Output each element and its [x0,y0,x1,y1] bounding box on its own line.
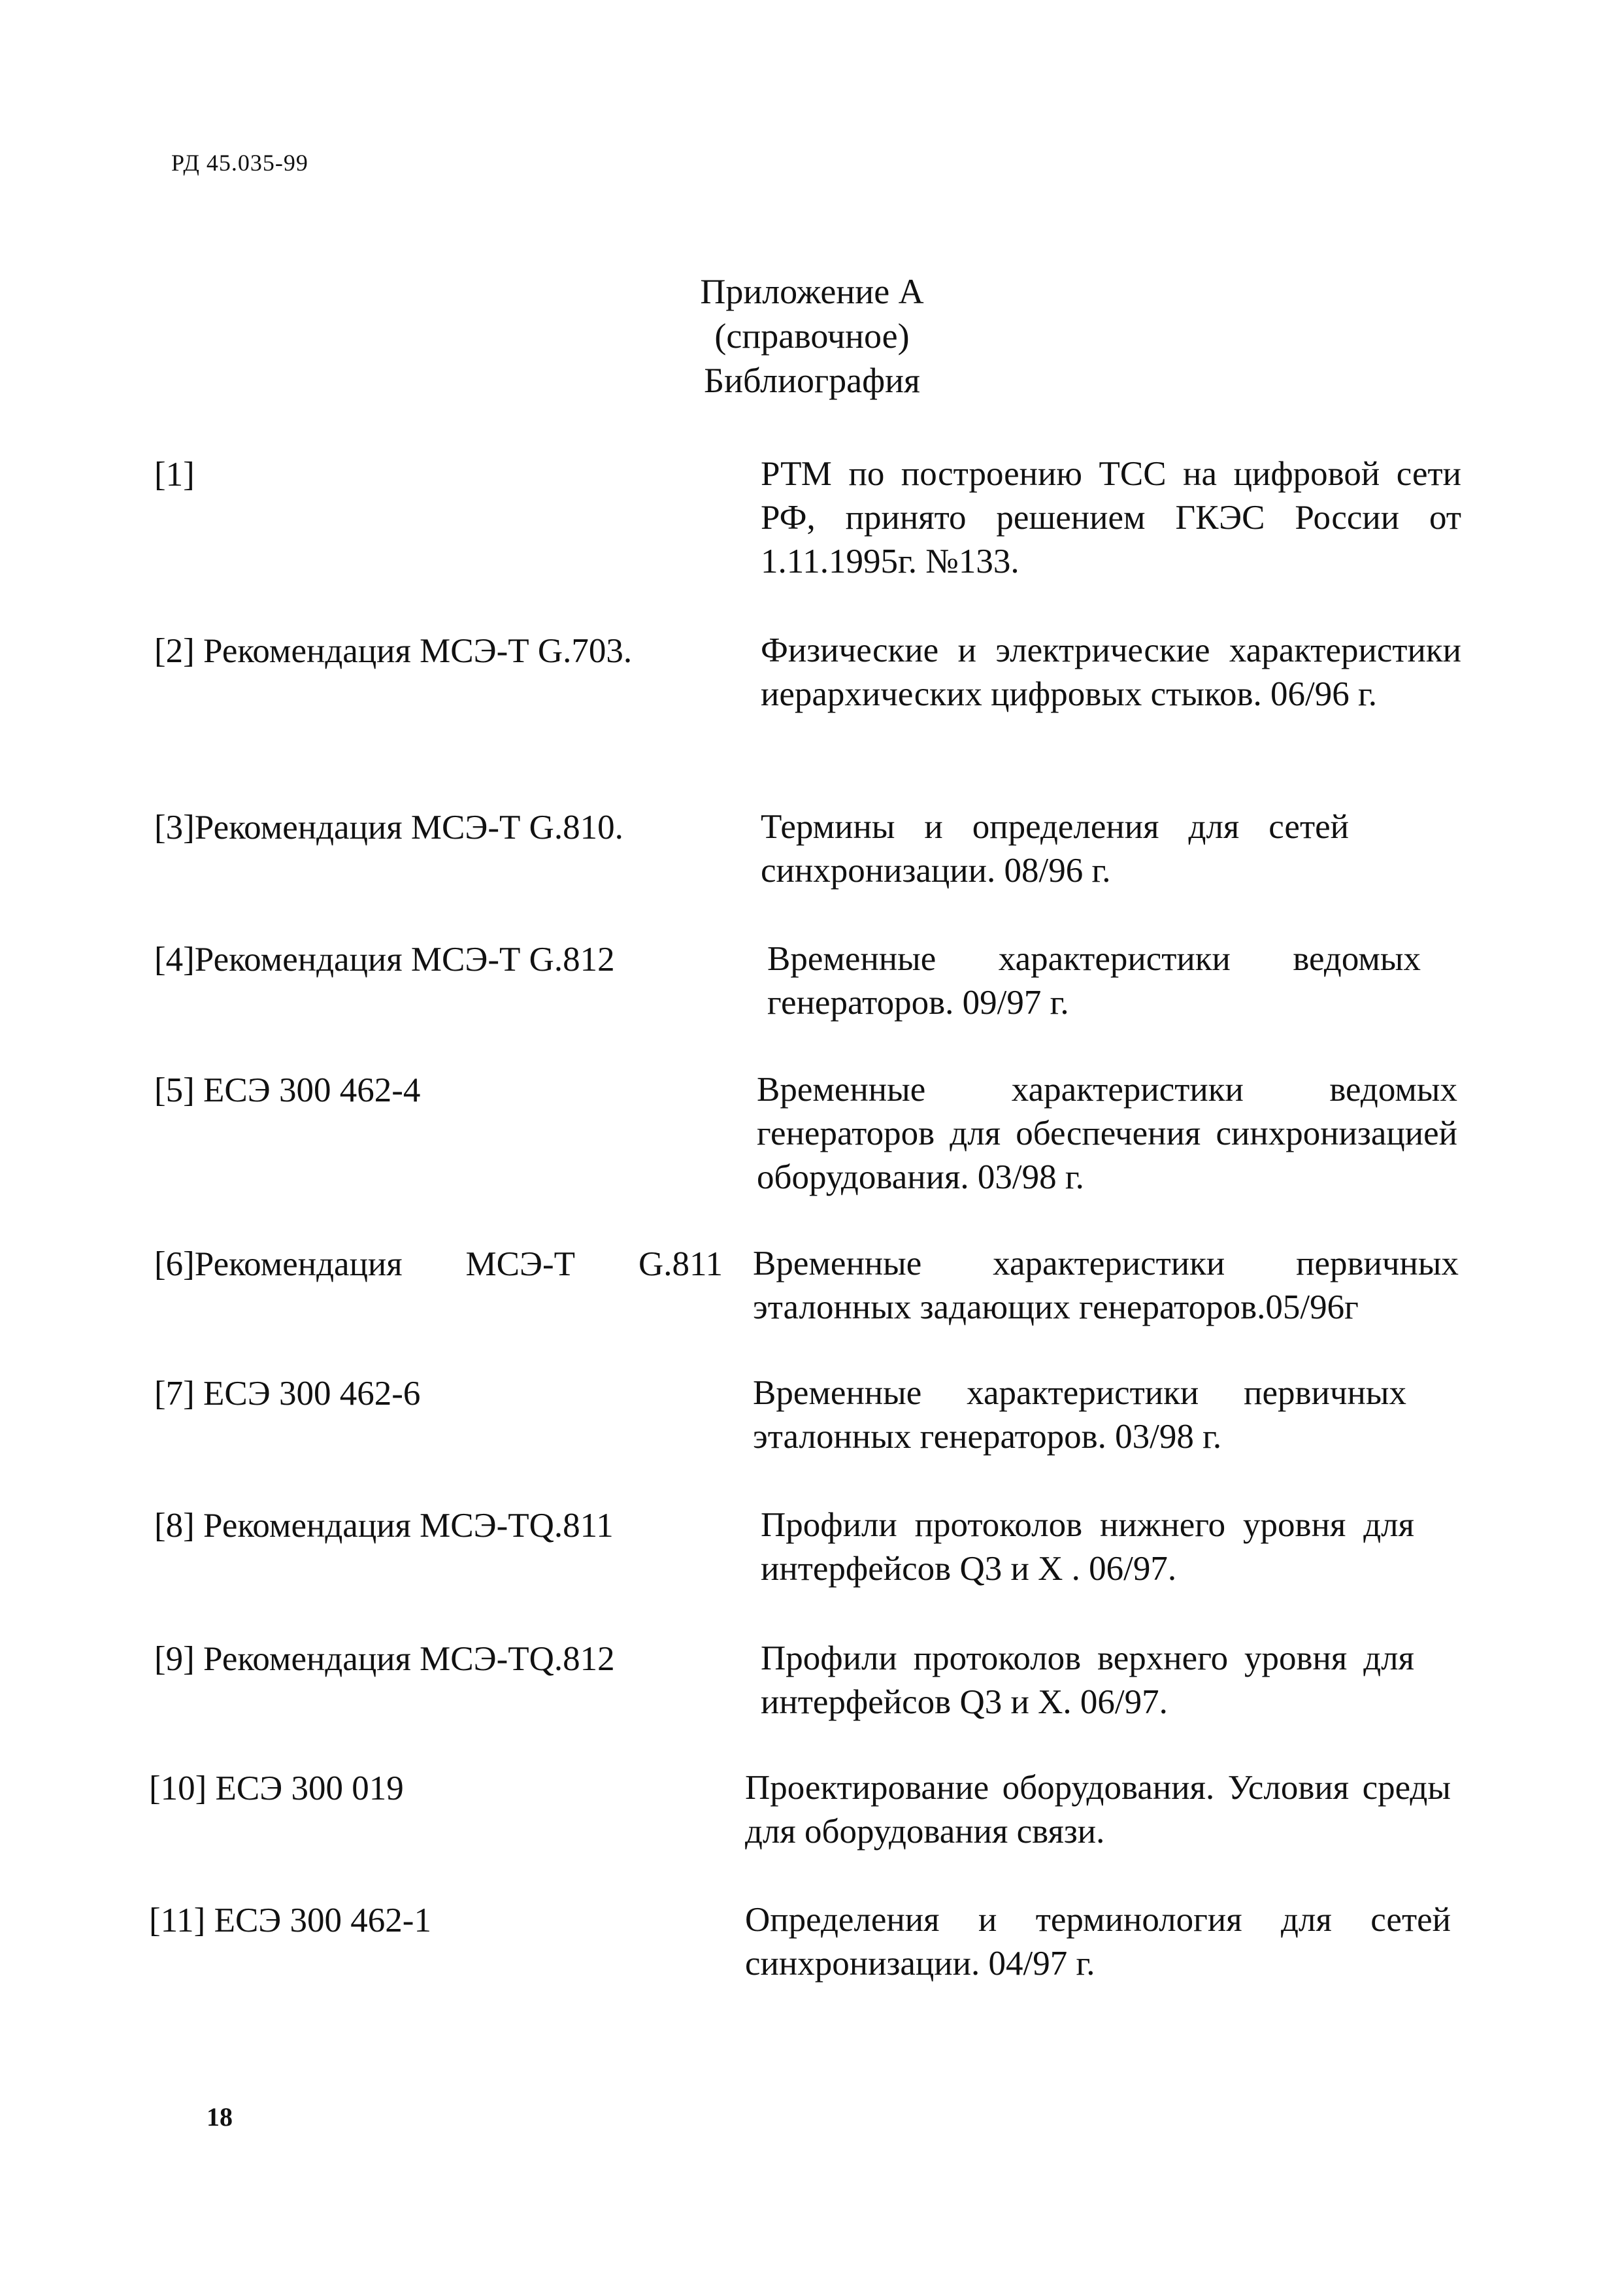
bib-ref-3: [3]Рекомендация МСЭ-Т G.810. [154,809,623,846]
bib-desc-8: Профили протоколов нижнего уровня для интерфейсов Q3 и Х . 06/97. [761,1506,1414,1588]
bib-ref-4: [4]Рекомендация МСЭ-Т G.812 [154,941,615,979]
bib-desc-4: Временные характеристики ведомых генераторов. 09/97 г. [767,940,1421,1022]
bib-desc-11: Определения и терминология для сетей синхронизации. 04/97 г. [745,1901,1451,1983]
bib-ref-11: [11] ЕСЭ 300 462-1 [149,1901,431,1939]
bib-ref-7: [7] ЕСЭ 300 462-6 [154,1375,421,1413]
bib-ref-2: [2] Рекомендация МСЭ-Т G.703. [154,632,633,670]
bib-ref-9: [9] Рекомендация МСЭ-TQ.812 [154,1640,615,1678]
bib-desc-3: Термины и определения для сетей синхронизации. 08/96 г. [761,808,1349,890]
bib-desc-9: Профили протоколов верхнего уровня для интерфейсов Q3 и Х. 06/97. [761,1639,1414,1721]
bib-ref-6: [6]Рекомендация МСЭ-Т G.811 [154,1245,723,1283]
bib-desc-7: Временные характеристики первичных эталонных генераторов. 03/98 г. [753,1374,1406,1456]
bib-desc-5: Временные характеристики ведомых генераторов для обеспечения синхронизацией оборудования. 03/98 г. [757,1071,1457,1196]
bib-desc-2: Физические и электрические характеристики иерархических цифровых стыков. 06/96 г. [761,631,1461,713]
bib-ref-5: [5] ЕСЭ 300 462-4 [154,1071,421,1109]
bib-desc-6: Временные характеристики первичных эталонных задающих генераторов.05/96г [753,1245,1459,1326]
appendix-title: Приложение А [700,272,924,311]
appendix-type: (справочное) [714,316,910,356]
bib-desc-1: РТМ по построению ТСС на цифровой сети РФ, принято решением ГКЭС России от 1.11.1995г. №133. [761,455,1461,580]
document-code: РД 45.035-99 [171,150,308,176]
bib-ref-1: [1] [154,456,195,494]
section-title: Библиография [704,361,920,400]
bib-ref-10: [10] ЕСЭ 300 019 [149,1769,404,1807]
bib-ref-8: [8] Рекомендация МСЭ-TQ.811 [154,1507,614,1545]
page-number: 18 [207,2102,233,2132]
bib-desc-10: Проектирование оборудования. Условия среды для оборудования связи. [745,1769,1451,1851]
